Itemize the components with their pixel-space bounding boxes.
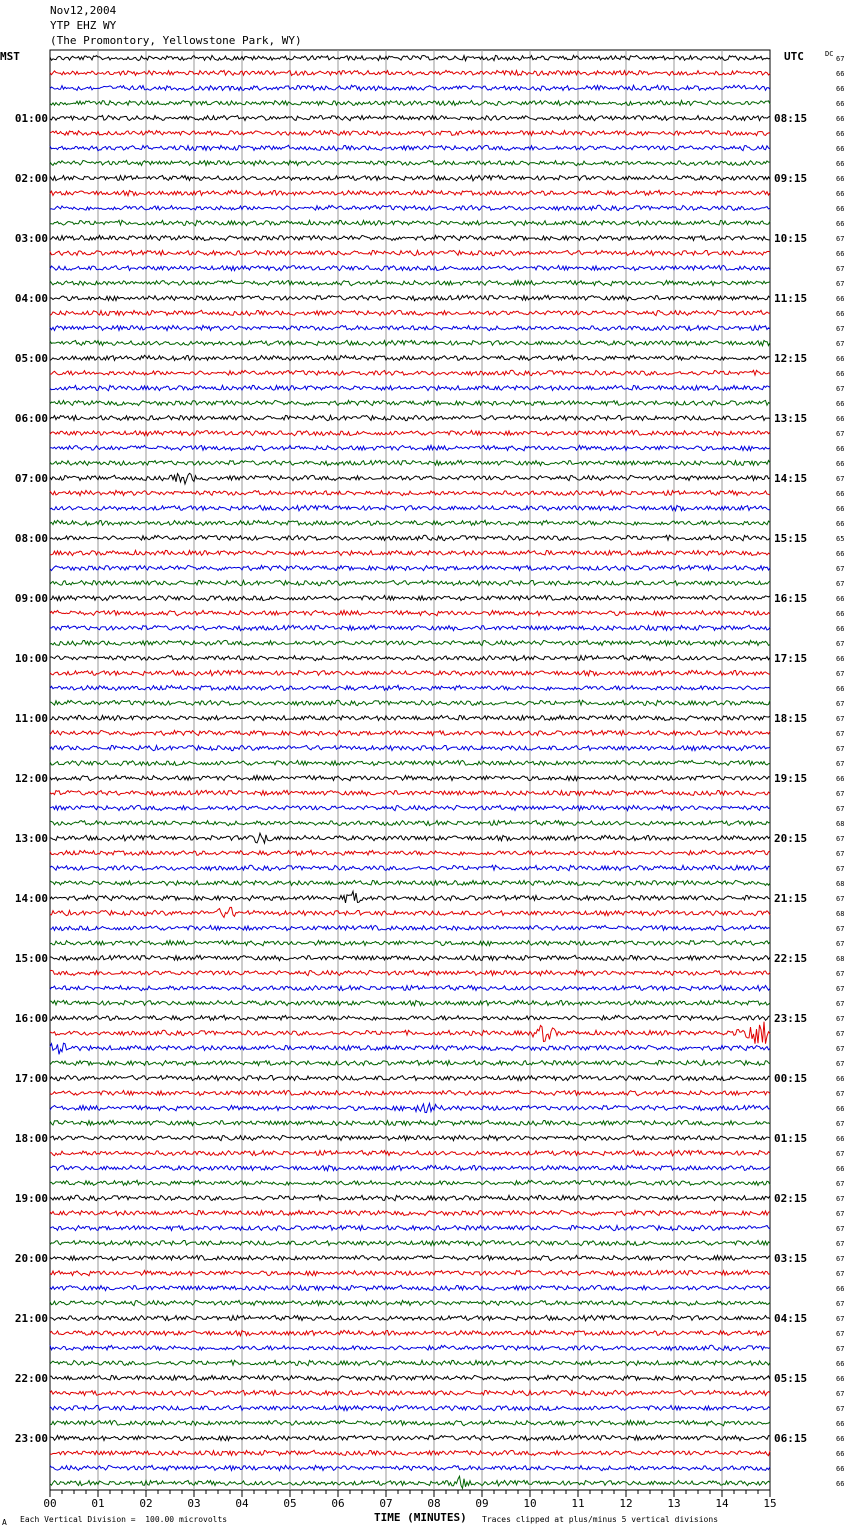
right-hour-label: 03:15	[774, 1252, 808, 1265]
trace-row	[50, 1015, 770, 1020]
trace-row	[50, 160, 770, 165]
trace-row	[50, 101, 770, 106]
dc-value-label: 67	[836, 970, 845, 978]
dc-value-label: 66	[836, 70, 845, 78]
dc-value-label: 67	[836, 1390, 845, 1398]
trace-row	[50, 1022, 770, 1044]
dc-value-label: 66	[836, 1105, 845, 1113]
dc-value-label: 66	[836, 1360, 845, 1368]
trace-row	[50, 431, 770, 436]
right-hour-label: 00:15	[774, 1072, 808, 1085]
trace-row	[50, 55, 770, 60]
trace-row	[50, 340, 770, 345]
trace-row	[50, 520, 770, 525]
dc-value-label: 67	[836, 340, 845, 348]
dc-value-label: 67	[836, 325, 845, 333]
trace-row	[50, 745, 770, 750]
dc-value-label: 68	[836, 910, 845, 918]
left-hour-label: 21:00	[14, 1312, 48, 1325]
trace-row	[50, 925, 770, 930]
right-hour-label: 21:15	[774, 892, 808, 905]
trace-row	[50, 1360, 770, 1365]
dc-value-label: 68	[836, 880, 845, 888]
left-hour-label: 19:00	[14, 1192, 48, 1205]
trace-row	[50, 955, 770, 960]
scale-note: Each Vertical Division = 100.00 microvolts	[20, 1515, 228, 1524]
dc-value-label: 65	[836, 535, 845, 543]
dc-value-label: 67	[836, 670, 845, 678]
right-hour-label: 14:15	[774, 472, 808, 485]
trace-row	[50, 1210, 770, 1215]
right-hour-label: 16:15	[774, 592, 808, 605]
dc-value-label: 67	[836, 565, 845, 573]
trace-row	[50, 1075, 770, 1080]
dc-value-label: 66	[836, 490, 845, 498]
trace-row	[50, 235, 770, 240]
trace-row	[50, 656, 770, 661]
trace-row	[50, 1390, 770, 1395]
dc-value-label: 67	[836, 850, 845, 858]
dc-value-label: 66	[836, 625, 845, 633]
date-label: Nov12,2004	[50, 4, 117, 17]
trace-row	[50, 833, 770, 843]
left-timezone-label: MST	[0, 50, 20, 63]
dc-value-label: 66	[836, 250, 845, 258]
trace-row	[50, 295, 770, 300]
dc-header-label: DC	[825, 50, 834, 58]
trace-row	[50, 550, 770, 555]
right-hour-label: 11:15	[774, 292, 808, 305]
dc-value-label: 67	[836, 1090, 845, 1098]
left-hour-label: 20:00	[14, 1252, 48, 1265]
axis-layer	[43, 1490, 776, 1510]
right-hour-label: 12:15	[774, 352, 808, 365]
x-tick-label: 05	[283, 1497, 297, 1510]
right-hour-label: 04:15	[774, 1312, 808, 1325]
dc-value-label: 68	[836, 955, 845, 963]
trace-row	[50, 205, 770, 210]
dc-value-label: 67	[836, 1345, 845, 1353]
dc-value-label: 66	[836, 160, 845, 168]
trace-row	[50, 385, 770, 390]
trace-row	[50, 1195, 770, 1201]
left-hour-label: 16:00	[14, 1012, 48, 1025]
dc-value-label: 67	[836, 925, 845, 933]
dc-value-label: 66	[836, 1435, 845, 1443]
trace-row	[50, 775, 770, 780]
trace-row	[50, 85, 770, 91]
trace-row	[50, 640, 770, 645]
dc-value-label: 67	[836, 715, 845, 723]
dc-value-label: 66	[836, 505, 845, 513]
dc-value-label: 67	[836, 805, 845, 813]
right-hour-label: 20:15	[774, 832, 808, 845]
right-hour-label: 08:15	[774, 112, 808, 125]
dc-value-label: 67	[836, 640, 845, 648]
left-hour-label: 02:00	[14, 172, 48, 185]
dc-value-label: 67	[836, 1255, 845, 1263]
trace-row	[50, 670, 770, 676]
trace-row	[50, 355, 770, 360]
trace-row	[50, 1120, 770, 1125]
dc-value-label: 67	[836, 1225, 845, 1233]
right-timezone-label: UTC	[784, 50, 804, 63]
x-tick-label: 08	[427, 1497, 441, 1510]
left-hour-label: 06:00	[14, 412, 48, 425]
dc-value-label: 67	[836, 385, 845, 393]
dc-value-label: 67	[836, 1000, 845, 1008]
trace-row	[50, 1043, 770, 1054]
dc-value-label: 67	[836, 700, 845, 708]
dc-value-label: 67	[836, 1195, 845, 1203]
x-tick-label: 06	[331, 1497, 345, 1510]
trace-row	[50, 805, 770, 810]
dc-value-label: 67	[836, 835, 845, 843]
location-label: (The Promontory, Yellowstone Park, WY)	[50, 34, 302, 47]
trace-row	[50, 610, 770, 615]
dc-value-label: 66	[836, 310, 845, 318]
trace-row	[50, 1060, 770, 1065]
x-tick-label: 15	[763, 1497, 777, 1510]
trace-row	[50, 445, 770, 450]
left-hour-label: 03:00	[14, 232, 48, 245]
dc-value-label: 67	[836, 1330, 845, 1338]
dc-value-label: 66	[836, 1165, 845, 1173]
trace-row	[50, 175, 770, 180]
left-hour-label: 12:00	[14, 772, 48, 785]
dc-value-label: 67	[836, 1120, 845, 1128]
trace-row	[50, 865, 770, 871]
dc-value-label: 66	[836, 220, 845, 228]
dc-value-label: 67	[836, 1060, 845, 1068]
x-tick-label: 00	[43, 1497, 57, 1510]
trace-row	[50, 700, 770, 706]
dc-value-label: 66	[836, 655, 845, 663]
dc-value-label: 66	[836, 190, 845, 198]
dc-value-label: 67	[836, 895, 845, 903]
dc-value-label: 66	[836, 175, 845, 183]
left-hour-label: 23:00	[14, 1432, 48, 1445]
x-tick-label: 09	[475, 1497, 489, 1510]
left-hour-label: 04:00	[14, 292, 48, 305]
trace-row	[50, 1330, 770, 1335]
trace-row	[50, 985, 770, 990]
trace-row	[50, 115, 770, 120]
trace-row	[50, 280, 770, 285]
right-hour-label: 02:15	[774, 1192, 808, 1205]
left-hour-label: 15:00	[14, 952, 48, 965]
trace-row	[50, 821, 770, 826]
dc-value-label: 67	[836, 745, 845, 753]
dc-value-label: 67	[836, 265, 845, 273]
dc-value-label: 67	[836, 1180, 845, 1188]
trace-layer	[50, 55, 770, 1488]
dc-value-label: 66	[836, 775, 845, 783]
trace-row	[50, 1103, 770, 1112]
left-hour-label: 08:00	[14, 532, 48, 545]
trace-row	[50, 145, 770, 150]
dc-value-label: 67	[836, 580, 845, 588]
dc-value-label: 67	[836, 985, 845, 993]
trace-row	[50, 1180, 770, 1185]
trace-row	[50, 580, 770, 585]
x-tick-label: 03	[187, 1497, 201, 1510]
dc-value-label: 66	[836, 460, 845, 468]
trace-row	[50, 490, 770, 495]
trace-row	[50, 250, 770, 255]
trace-row	[50, 715, 770, 720]
dc-value-label: 67	[836, 865, 845, 873]
right-hour-label: 18:15	[774, 712, 808, 725]
dc-value-label: 66	[836, 400, 845, 408]
left-hour-label: 13:00	[14, 832, 48, 845]
dc-value-label: 66	[836, 610, 845, 618]
x-tick-label: 10	[523, 1497, 537, 1510]
trace-row	[50, 370, 770, 375]
x-tick-label: 14	[715, 1497, 729, 1510]
left-hour-label: 22:00	[14, 1372, 48, 1385]
trace-row	[50, 685, 770, 690]
trace-row	[50, 1165, 770, 1170]
trace-row	[50, 940, 770, 945]
dc-value-label: 66	[836, 1285, 845, 1293]
trace-row	[50, 400, 770, 405]
trace-row	[50, 505, 770, 510]
right-hour-label: 22:15	[774, 952, 808, 965]
trace-row	[50, 730, 770, 735]
right-hour-label: 09:15	[774, 172, 808, 185]
dc-value-label: 66	[836, 520, 845, 528]
dc-value-label: 67	[836, 1210, 845, 1218]
trace-row	[50, 850, 770, 855]
x-tick-label: 07	[379, 1497, 393, 1510]
corner-mark: A	[2, 1518, 7, 1527]
trace-row	[50, 1300, 770, 1305]
left-hour-label: 05:00	[14, 352, 48, 365]
dc-value-label: 66	[836, 415, 845, 423]
trace-row	[50, 1225, 770, 1230]
trace-row	[50, 473, 770, 484]
dc-value-label: 66	[836, 130, 845, 138]
left-hour-label: 01:00	[14, 112, 48, 125]
dc-value-label: 66	[836, 1450, 845, 1458]
dc-value-label: 67	[836, 430, 845, 438]
right-hour-label: 19:15	[774, 772, 808, 785]
dc-value-label: 66	[836, 1420, 845, 1428]
dc-value-label: 67	[836, 790, 845, 798]
left-hour-label: 11:00	[14, 712, 48, 725]
dc-value-label: 67	[836, 280, 845, 288]
right-hour-label: 01:15	[774, 1132, 808, 1145]
dc-value-label: 67	[836, 235, 845, 243]
dc-value-label: 66	[836, 445, 845, 453]
right-hour-label: 05:15	[774, 1372, 808, 1385]
dc-value-label: 68	[836, 820, 845, 828]
trace-row	[50, 565, 770, 570]
dc-value-label: 66	[836, 1375, 845, 1383]
left-hour-label: 17:00	[14, 1072, 48, 1085]
dc-value-label: 67	[836, 730, 845, 738]
dc-value-label: 66	[836, 115, 845, 123]
dc-value-label: 67	[836, 940, 845, 948]
trace-row	[50, 1375, 770, 1380]
trace-row	[50, 1255, 770, 1260]
dc-value-label: 66	[836, 1465, 845, 1473]
trace-row	[50, 460, 770, 465]
trace-row	[50, 907, 770, 917]
station-label: YTP EHZ WY	[50, 19, 117, 32]
trace-row	[50, 1315, 770, 1320]
right-hour-label: 13:15	[774, 412, 808, 425]
dc-value-label: 66	[836, 1135, 845, 1143]
dc-value-label: 66	[836, 145, 845, 153]
trace-row	[50, 1241, 770, 1246]
trace-row	[50, 70, 770, 75]
trace-row	[50, 1406, 770, 1411]
left-hour-label: 07:00	[14, 472, 48, 485]
dc-value-label: 67	[836, 1015, 845, 1023]
trace-row	[50, 1090, 770, 1095]
x-tick-label: 11	[571, 1497, 585, 1510]
trace-row	[50, 266, 770, 271]
x-tick-label: 02	[139, 1497, 153, 1510]
dc-value-label: 66	[836, 595, 845, 603]
dc-value-label: 66	[836, 550, 845, 558]
dc-value-label: 67	[836, 1030, 845, 1038]
trace-row	[50, 625, 770, 630]
trace-row	[50, 220, 770, 225]
dc-value-label: 67	[836, 1405, 845, 1413]
trace-row	[50, 535, 770, 541]
dc-value-label: 67	[836, 55, 845, 63]
dc-value-label: 67	[836, 1045, 845, 1053]
dc-value-label: 67	[836, 1240, 845, 1248]
trace-row	[50, 880, 770, 885]
dc-value-label: 66	[836, 1075, 845, 1083]
x-tick-label: 01	[91, 1497, 105, 1510]
trace-row	[50, 1476, 770, 1488]
trace-row	[50, 760, 770, 765]
trace-row	[50, 970, 770, 975]
trace-row	[50, 1270, 770, 1276]
dc-value-label: 67	[836, 1300, 845, 1308]
dc-value-label: 66	[836, 685, 845, 693]
dc-value-label: 66	[836, 100, 845, 108]
dc-value-label: 66	[836, 370, 845, 378]
dc-value-label: 67	[836, 1270, 845, 1278]
trace-row	[50, 1450, 770, 1455]
clip-note: Traces clipped at plus/minus 5 vertical divisions	[482, 1515, 719, 1524]
left-hour-label: 09:00	[14, 592, 48, 605]
trace-row	[50, 190, 770, 195]
left-hour-label: 18:00	[14, 1132, 48, 1145]
trace-row	[50, 1345, 770, 1350]
right-hour-label: 06:15	[774, 1432, 808, 1445]
trace-row	[50, 1435, 770, 1440]
trace-row	[50, 310, 770, 315]
trace-row	[50, 1135, 770, 1140]
trace-row	[50, 131, 770, 136]
trace-row	[50, 891, 770, 903]
x-axis-title: TIME (MINUTES)	[374, 1511, 467, 1524]
dc-value-label: 67	[836, 475, 845, 483]
right-hour-label: 17:15	[774, 652, 808, 665]
dc-value-label: 66	[836, 205, 845, 213]
trace-row	[50, 1465, 770, 1470]
dc-value-label: 67	[836, 1150, 845, 1158]
trace-row	[50, 1420, 770, 1425]
trace-row	[50, 325, 770, 330]
dc-value-label: 66	[836, 85, 845, 93]
dc-value-label: 66	[836, 1480, 845, 1488]
x-tick-label: 12	[619, 1497, 633, 1510]
left-hour-label: 14:00	[14, 892, 48, 905]
trace-row	[50, 1000, 770, 1005]
dc-value-label: 66	[836, 295, 845, 303]
dc-value-label: 67	[836, 1315, 845, 1323]
dc-value-label: 67	[836, 760, 845, 768]
right-hour-label: 15:15	[774, 532, 808, 545]
x-tick-label: 04	[235, 1497, 249, 1510]
right-hour-label: 10:15	[774, 232, 808, 245]
trace-row	[50, 415, 770, 420]
left-hour-label: 10:00	[14, 652, 48, 665]
trace-row	[50, 1150, 770, 1155]
trace-row	[50, 790, 770, 795]
x-tick-label: 13	[667, 1497, 681, 1510]
trace-row	[50, 596, 770, 601]
right-hour-label: 23:15	[774, 1012, 808, 1025]
dc-value-label: 66	[836, 355, 845, 363]
trace-row	[50, 1285, 770, 1290]
